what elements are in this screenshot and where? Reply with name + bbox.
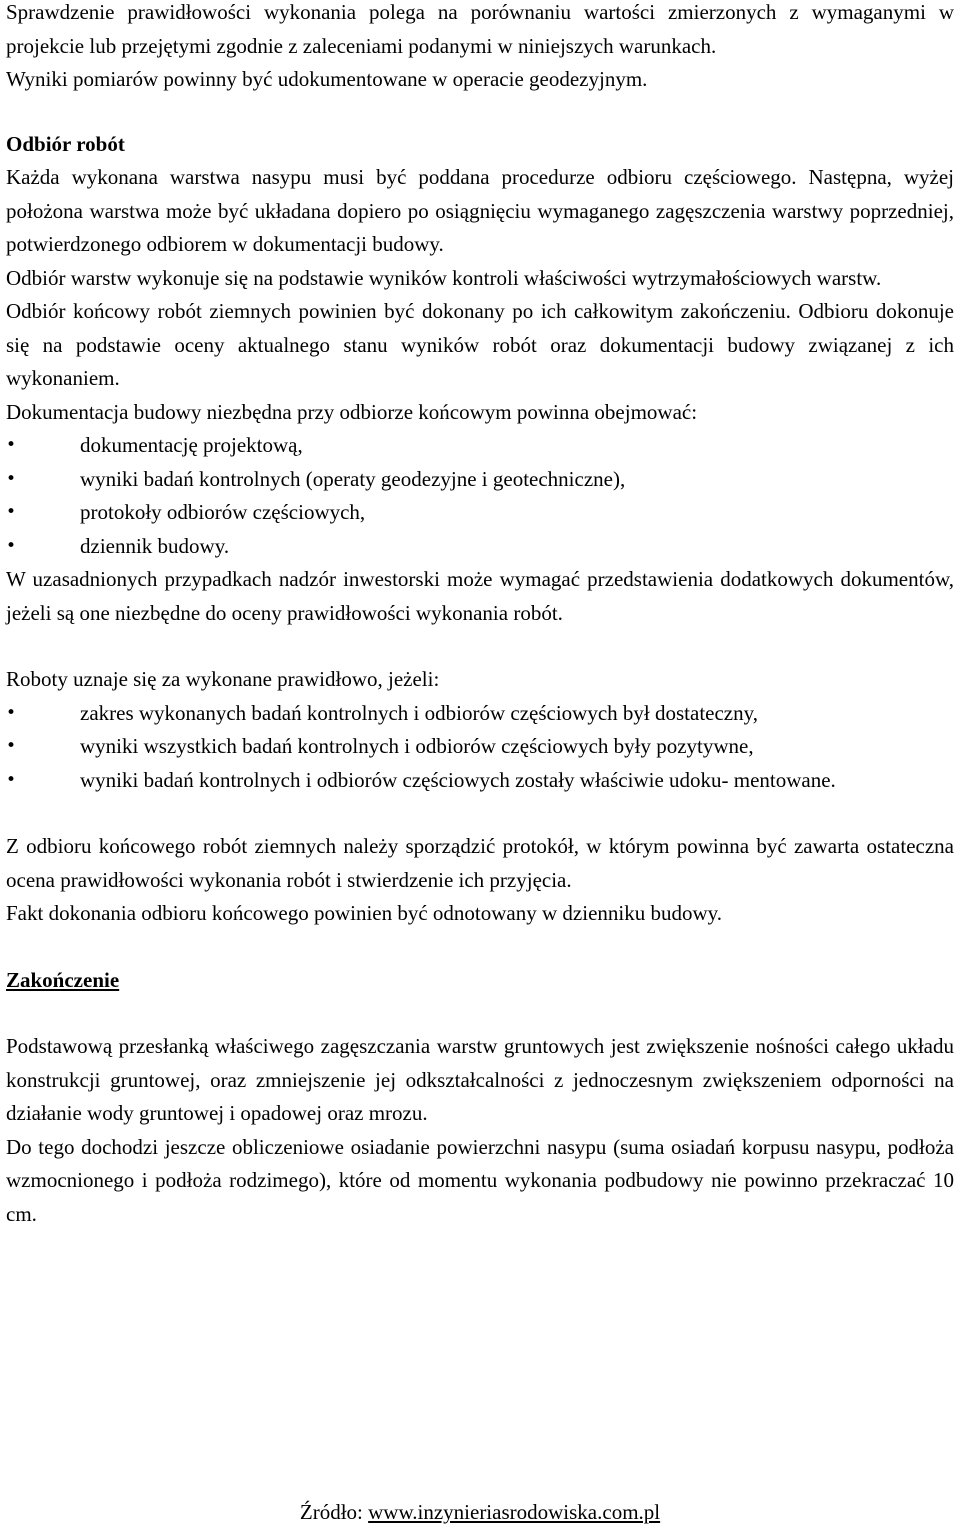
paragraph-osiadanie: Do tego dochodzi jeszcze obliczeniowe osiadanie powierzchni nasypu (suma osiadań korpusu nasypu, podłoża wzmocnionego i podłoża rodzimego), które od momentu wykonania podbudowy nie powinno przekraczać 10 cm. — [6, 1134, 954, 1226]
list-warunki — [6, 697, 954, 798]
list-item: • zakres wykonanych badań kontrolnych i odbiorów częściowych był dostateczny, — [6, 697, 954, 731]
page-footer — [0, 1496, 960, 1529]
paragraph-kazda-warstwa: Każda wykonana warstwa nasypu musi być poddana procedurze odbioru częściowego. Następna, wyżej położona warstwa może być układana dopiero po osiągnięciu wymaganego zagęszczenia warstwy poprzedniej, potwierdzonego odbiorem w dokumentacji budowy. — [6, 165, 954, 256]
paragraph-odbior-koncowy: Odbiór końcowy robót ziemnych powinien być dokonany po ich całkowitym zakończeniu. Odbioru dokonuje się na podstawie oceny aktualnego stanu wyników robót oraz dokumentacji budowy związanej z ich wykonaniem. — [6, 299, 954, 390]
paragraph-wyniki-pomiarow: Wyniki pomiarów powinny być udokumentowane w operacie geodezyjnym. — [6, 67, 648, 91]
footer-source-label: Źródło: — [299, 1500, 363, 1524]
bullet-icon: • — [6, 702, 17, 723]
list-dokumentacja — [6, 429, 954, 563]
paragraph-protokol: Z odbioru końcowego robót ziemnych należy sporządzić protokół, w którym powinna być zawarta ostateczna ocena prawidłowości wykonania robót i stwierdzenie ich przyjęcia. — [6, 834, 954, 892]
list-item: • dokumentację projektową, — [6, 429, 954, 463]
paragraph-nadzor: W uzasadnionych przypadkach nadzór inwestorski może wymagać przedstawienia dodatkowych dokumentów, jeżeli są one niezbędne do oceny prawidłowości wykonania robót. — [6, 567, 954, 625]
paragraph-roboty-uznaje: Roboty uznaje się za wykonane prawidłowo, jeżeli: — [6, 667, 440, 691]
paragraph-podstawowa-przeslanka: Podstawową przesłanką właściwego zagęszczania warstw gruntowych jest zwiększenie nośności całego układu konstrukcji gruntowej, oraz zmniejszenie jej odkształcalności z jednoczesnym zwiększeniem odporności na działanie wody gruntowej i opadowej oraz mrozu. — [6, 1034, 954, 1125]
paragraph-dokumentacja: Dokumentacja budowy niezbędna przy odbiorze końcowym powinna obejmować: — [6, 399, 698, 424]
spacer — [6, 797, 954, 830]
spacer — [6, 931, 954, 964]
paragraph-sprawdzenie: Sprawdzenie prawidłowości wykonania polega na porównaniu wartości zmierzonych z wymaganymi w projekcie lub przejętymi zgodnie z zaleceniami podanymi w niniejszych warunkach. — [6, 0, 954, 58]
bullet-icon: • — [6, 535, 17, 556]
list-item: • wyniki badań kontrolnych i odbiorów częściowych zostały właściwie udoku- mentowane. — [6, 764, 954, 798]
heading-zakonczenie: Zakończenie — [6, 967, 120, 992]
list-item: • dziennik budowy. — [6, 530, 954, 564]
bullet-icon: • — [6, 435, 17, 455]
footer-source-link[interactable]: www.inzynieriasrodowiska.com.pl — [368, 1500, 661, 1524]
spacer — [6, 997, 954, 1030]
list-item: • wyniki badań kontrolnych (operaty geodezyjne i geotechniczne), — [6, 463, 954, 497]
list-item: • wyniki wszystkich badań kontrolnych i odbiorów częściowych były pozytywne, — [6, 730, 954, 764]
spacer — [6, 630, 954, 663]
paragraph-fakt-odbioru: Fakt dokonania odbioru końcowego powinien być odnotowany w dzienniku budowy. — [6, 901, 723, 925]
heading-odbior-robot: Odbiór robót — [6, 131, 125, 156]
list-item: • protokoły odbiorów częściowych, — [6, 496, 954, 530]
bullet-icon: • — [6, 468, 17, 489]
document-page — [6, 0, 954, 1231]
bullet-icon: • — [6, 502, 17, 522]
paragraph-odbior-warstw: Odbiór warstw wykonuje się na podstawie wyników kontroli właściwości wytrzymałościowych warstw. — [6, 265, 882, 290]
bullet-icon: • — [6, 769, 17, 790]
bullet-icon: • — [6, 736, 17, 756]
